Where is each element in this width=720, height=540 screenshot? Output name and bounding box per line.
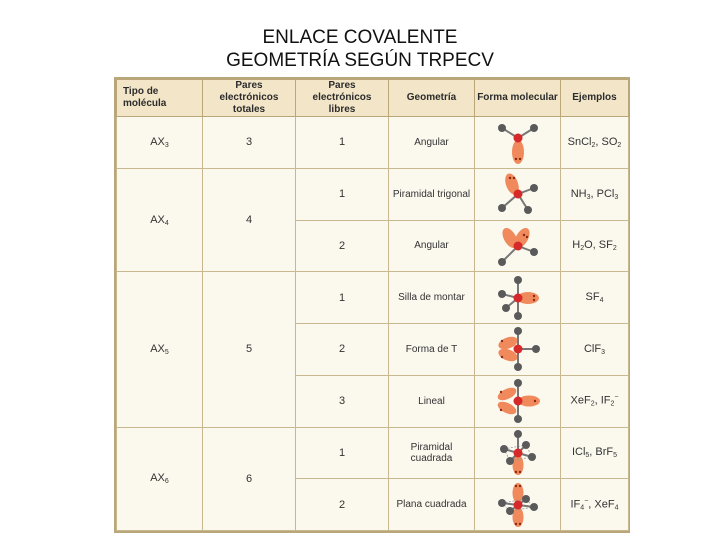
geometria-cell: Piramidal trigonal <box>389 168 475 220</box>
header-geometria: Geometría <box>389 80 475 117</box>
geometria-cell: Lineal <box>389 375 475 427</box>
trigonal-pyramidal-icon <box>475 168 561 220</box>
libres-cell: 3 <box>296 375 389 427</box>
geometria-cell: Piramidal cuadrada <box>389 427 475 479</box>
t-shaped-icon <box>475 324 561 376</box>
angular-one-lone-pair-icon <box>475 117 561 169</box>
header-row <box>117 80 629 117</box>
total-cell: 5 <box>203 272 296 427</box>
linear-three-lone-pairs-icon <box>475 375 561 427</box>
geometry-table <box>116 79 629 531</box>
libres-cell: 1 <box>296 272 389 324</box>
ejemplos-cell: $SF_4$ <box>561 272 629 324</box>
title-line-2: GEOMETRÍA SEGÚN TRPECV <box>226 50 494 71</box>
geometria-cell: Angular <box>389 220 475 272</box>
table-row <box>117 272 629 324</box>
libres-cell: 2 <box>296 220 389 272</box>
ejemplos-cell: SnCl$_2$, $SO_2$ <box>561 117 629 169</box>
geometria-cell: Forma de T <box>389 324 475 376</box>
total-cell: 3 <box>203 117 296 169</box>
ejemplos-cell: ClF$_3$ <box>561 324 629 376</box>
header-pares-libres: Pares electrónicos libres <box>296 80 389 117</box>
tipo-cell: $AX_6$ <box>117 427 203 531</box>
tipo-cell: $AX_5$ <box>117 272 203 427</box>
table-row <box>117 117 629 169</box>
ejemplos-cell: ICl$_5$, BrF$_5$ <box>561 427 629 479</box>
title-line-1: ENLACE COVALENTE <box>262 27 458 48</box>
libres-cell: 1 <box>296 427 389 479</box>
seesaw-icon <box>475 272 561 324</box>
ejemplos-cell: $IF_4^-$, XeF$_4$ <box>561 479 629 531</box>
table-row <box>117 168 629 220</box>
square-pyramidal-icon <box>475 427 561 479</box>
square-planar-icon <box>475 479 561 531</box>
libres-cell: 1 <box>296 168 389 220</box>
geometria-cell: Angular <box>389 117 475 169</box>
table-row <box>117 427 629 479</box>
angular-two-lone-pairs-icon <box>475 220 561 272</box>
libres-cell: 2 <box>296 324 389 376</box>
libres-cell: 2 <box>296 479 389 531</box>
geometria-cell: Plana cuadrada <box>389 479 475 531</box>
ejemplos-cell: XeF$_2$, $IF_2^-$ <box>561 375 629 427</box>
geometria-cell: Silla de montar <box>389 272 475 324</box>
total-cell: 4 <box>203 168 296 272</box>
tipo-cell: $AX_3$ <box>117 117 203 169</box>
tipo-cell: $AX_4$ <box>117 168 203 272</box>
libres-cell: 1 <box>296 117 389 169</box>
ejemplos-cell: $H_2O$, $SF_2$ <box>561 220 629 272</box>
total-cell: 6 <box>203 427 296 531</box>
ejemplos-cell: $NH_3$, PCl$_3$ <box>561 168 629 220</box>
header-ejemplos: Ejemplos <box>561 80 629 117</box>
header-forma: Forma molecular <box>475 80 561 117</box>
header-tipo: Tipo de molécula <box>117 80 203 117</box>
vsepr-table <box>114 77 630 533</box>
header-pares-totales: Pares electrónicos totales <box>203 80 296 117</box>
